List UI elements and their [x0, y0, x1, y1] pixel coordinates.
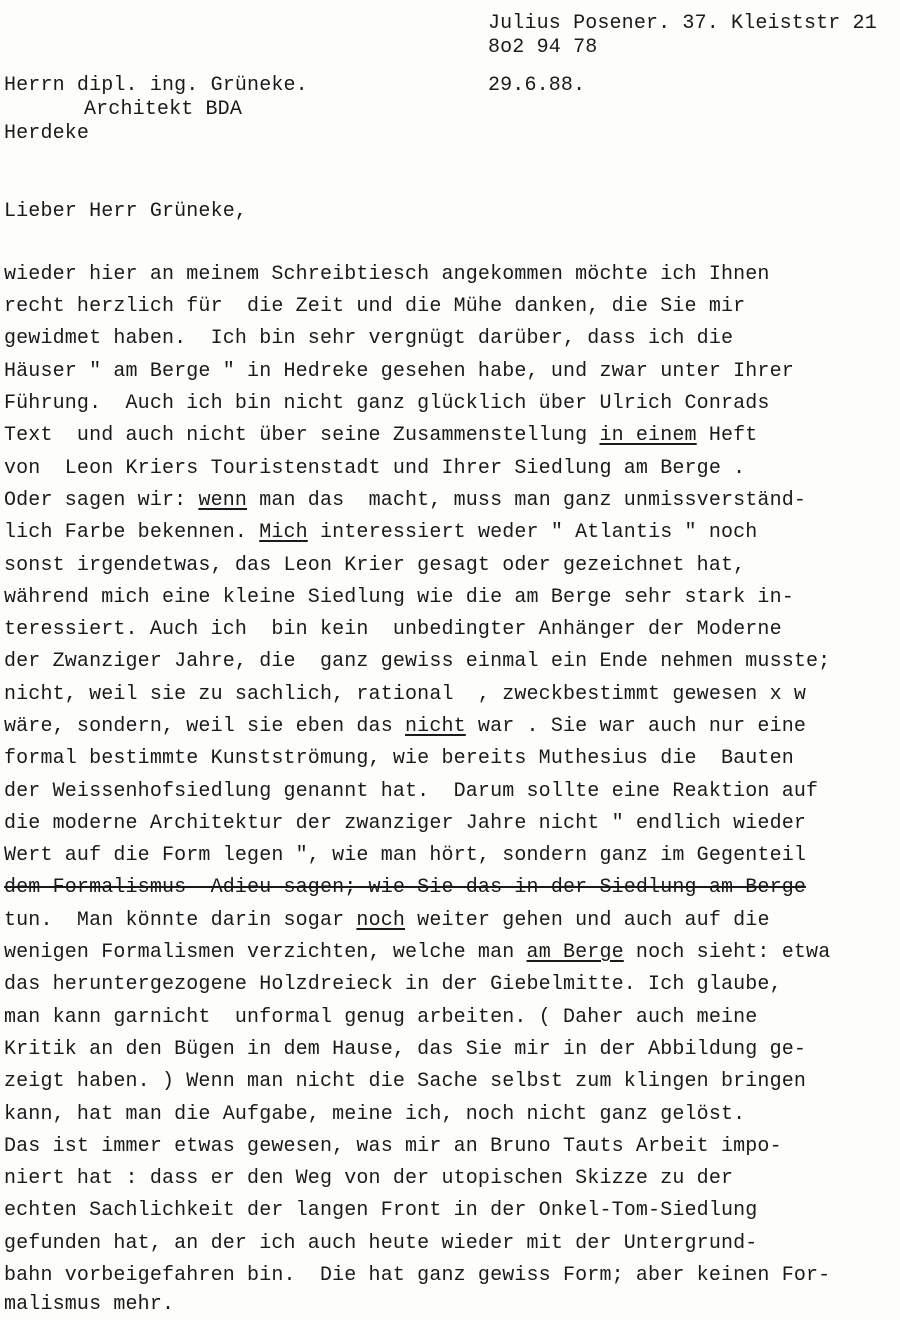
body-line: Kritik an den Bügen in dem Hause, das Sie mir in der Abbildung ge- — [4, 1038, 807, 1061]
body-line: das heruntergezogene Holzdreieck in der Giebelmitte. Ich glaube, — [4, 973, 782, 996]
body-line — [4, 715, 806, 739]
recipient-name: Herrn dipl. ing. Grüneke. — [4, 74, 308, 97]
body-line: echten Sachlichkeit der langen Front in der Onkel-Tom-Siedlung — [4, 1199, 758, 1222]
underlined-text: wenn — [198, 489, 248, 512]
body-line: Das ist immer etwas gewesen, was mir an Bruno Tauts Arbeit impo- — [4, 1135, 782, 1158]
struck-through-line: dem Formalismus Adieu sagen; wie Sie das in der Siedlung am Berge — [4, 876, 807, 899]
text-run: wenigen Formalismen verzichten, welche man — [4, 941, 527, 964]
body-line: sonst irgendetwas, das Leon Krier gesagt oder gezeichnet hat, — [4, 554, 746, 577]
body-line: wieder hier an meinem Schreibtiesch angekommen möchte ich Ihnen — [4, 263, 770, 286]
sender-address: Julius Posener. 37. Kleiststr 21 — [488, 12, 877, 35]
underlined-text: Mich — [259, 521, 308, 544]
body-line: der Zwanziger Jahre, die ganz gewiss einmal ein Ende nehmen musste; — [4, 650, 831, 673]
letter-date: 29.6.88. — [488, 74, 586, 97]
body-line: malismus mehr. — [4, 1293, 175, 1316]
text-run: weiter gehen und auch auf die — [405, 909, 770, 932]
body-line: gefunden hat, an der ich auch heute wieder mit der Untergrund- — [4, 1232, 758, 1255]
text-run: interessiert weder " Atlantis " noch — [307, 521, 758, 544]
underlined-text: nicht — [405, 715, 466, 738]
text-run: Text und auch nicht über seine Zusammenstellung — [4, 424, 600, 447]
body-line: teressiert. Auch ich bin kein unbedingter Anhänger der Moderne — [4, 618, 782, 641]
body-line: der Weissenhofsiedlung genannt hat. Darum sollte eine Reaktion auf — [4, 780, 819, 803]
body-line — [4, 489, 806, 513]
text-run: tun. Man könnte darin sogar — [4, 909, 357, 932]
body-line: nicht, weil sie zu sachlich, rational , zweckbestimmt gewesen x w — [4, 683, 807, 706]
text-run: Heft — [696, 424, 758, 447]
body-line: von Leon Kriers Touristenstadt und Ihrer Siedlung am Berge . — [4, 457, 746, 480]
underlined-text: in einem — [599, 424, 697, 447]
body-line: niert hat : dass er den Weg von der utopischen Skizze zu der — [4, 1167, 734, 1190]
text-run: wäre, sondern, weil sie eben das — [4, 715, 406, 738]
body-line: die moderne Architektur der zwanziger Jahre nicht " endlich wieder — [4, 812, 807, 835]
body-line: gewidmet haben. Ich bin sehr vergnügt darüber, dass ich die — [4, 327, 734, 350]
body-line: recht herzlich für die Zeit und die Mühe danken, die Sie mir — [4, 295, 746, 318]
body-line: man kann garnicht unformal genug arbeiten. ( Daher auch meine — [4, 1006, 758, 1029]
text-run: man das macht, muss man ganz unmissverständ- — [247, 489, 807, 512]
body-line: Häuser " am Berge " in Hedreke gesehen habe, und zwar unter Ihrer — [4, 360, 794, 383]
underlined-text: noch — [356, 909, 406, 932]
body-line: Wert auf die Form legen ", wie man hört, sondern ganz im Gegenteil — [4, 844, 807, 867]
text-run: war . Sie war auch nur eine — [465, 715, 807, 738]
body-line — [4, 909, 770, 933]
salutation: Lieber Herr Grüneke, — [4, 200, 248, 223]
text-run: lich Farbe bekennen. — [4, 521, 260, 544]
body-line — [4, 521, 757, 545]
body-line: bahn vorbeigefahren bin. Die hat ganz gewiss Form; aber keinen For- — [4, 1264, 831, 1287]
body-line: kann, hat man die Aufgabe, meine ich, noch nicht ganz gelöst. — [4, 1103, 746, 1126]
body-line: Führung. Auch ich bin nicht ganz glücklich über Ulrich Conrads — [4, 392, 770, 415]
body-line: während mich eine kleine Siedlung wie die am Berge sehr stark in- — [4, 586, 794, 609]
body-line: zeigt haben. ) Wenn man nicht die Sache selbst zum klingen bringen — [4, 1070, 807, 1093]
body-line — [4, 941, 830, 965]
text-run: Oder sagen wir: — [4, 489, 199, 512]
text-run: noch sieht: etwa — [623, 941, 831, 964]
recipient-city: Herdeke — [4, 122, 90, 145]
sender-phone: 8o2 94 78 — [488, 36, 598, 59]
body-line: formal bestimmte Kunstströmung, wie bereits Muthesius die Bauten — [4, 747, 794, 770]
body-line — [4, 424, 757, 448]
recipient-title: Architekt BDA — [84, 98, 242, 121]
underlined-text: am Berge — [526, 941, 624, 964]
